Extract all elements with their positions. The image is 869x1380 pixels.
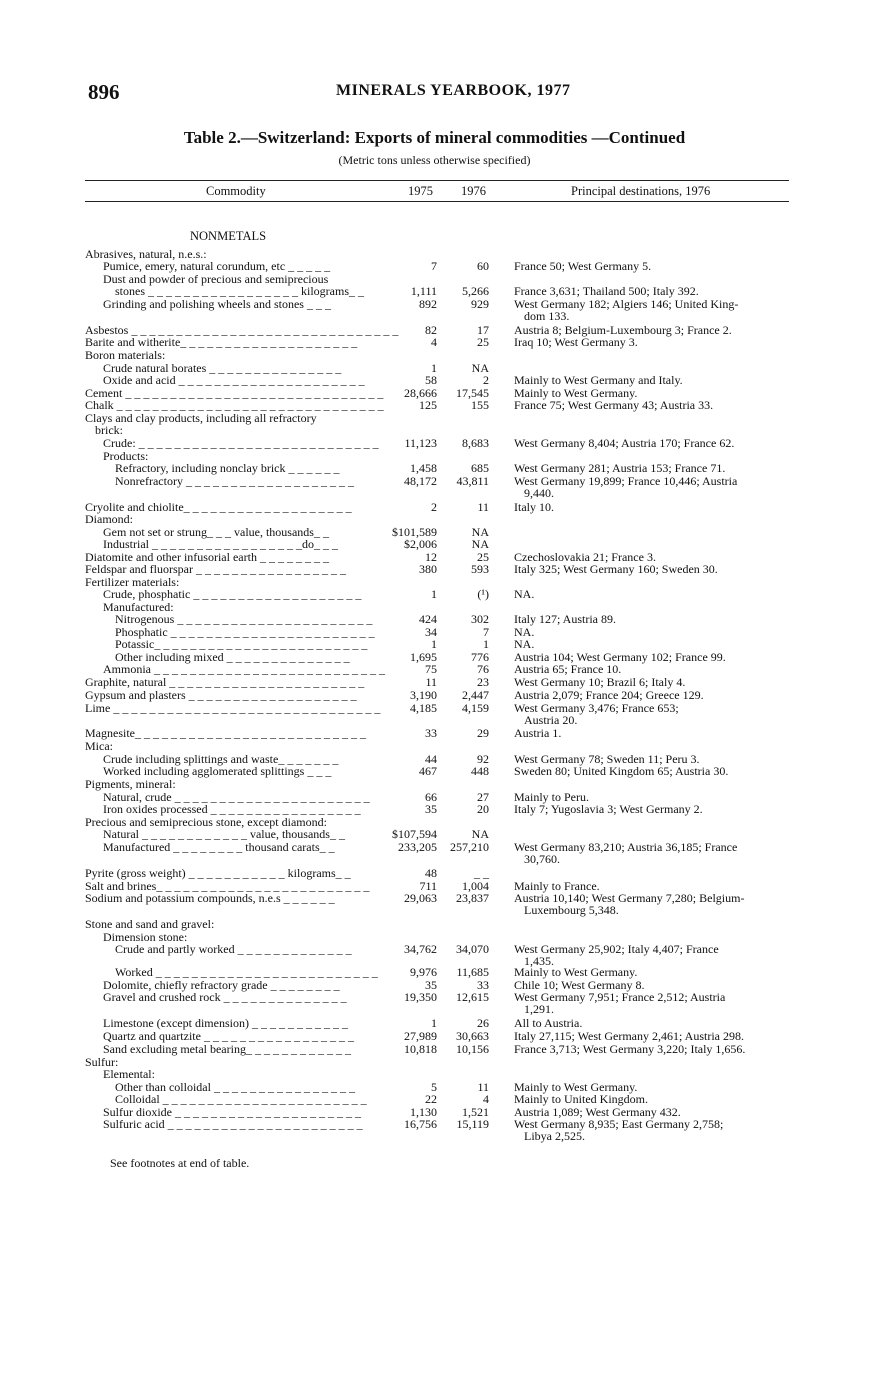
value-1975-cell: 711: [419, 879, 437, 893]
destinations-cell: Mainly to United Kingdom.: [514, 1092, 648, 1106]
value-1976-cell: 155: [471, 398, 489, 412]
table-row: [85, 918, 789, 931]
table-row: [85, 437, 789, 450]
destinations-cell: West Germany 25,902; Italy 4,407; France: [514, 942, 719, 956]
value-1975-cell: 12: [425, 550, 437, 564]
value-1975-cell: 9,976: [410, 965, 437, 979]
commodity-cell: Diamond:: [85, 512, 133, 526]
commodity-cell: Iron oxides processed _ _ _ _ _ _ _ _ _ _ _ _ _ _ _ _ _: [103, 802, 361, 816]
value-1976-cell: (¹): [477, 587, 489, 601]
value-1975-cell: 34,762: [404, 942, 437, 956]
commodity-cell: Potassic_ _ _ _ _ _ _ _ _ _ _ _ _ _ _ _ _ _ _ _ _ _ _ _: [115, 637, 368, 651]
value-1976-cell: 25: [477, 550, 489, 564]
destinations-continuation: Luxembourg 5,348.: [524, 903, 619, 917]
destinations-continuation: 1,291.: [524, 1002, 554, 1016]
commodity-cell: Ammonia _ _ _ _ _ _ _ _ _ _ _ _ _ _ _ _ _ _ _ _ _ _ _ _ _ _: [103, 662, 385, 676]
value-1976-cell: 1,004: [462, 879, 489, 893]
commodity-cell: Natural, crude _ _ _ _ _ _ _ _ _ _ _ _ _ _ _ _ _ _ _ _ _ _: [103, 790, 370, 804]
destinations-cell: West Germany 281; Austria 153; France 71.: [514, 461, 726, 475]
destinations-cell: Mainly to West Germany.: [514, 386, 638, 400]
destinations-cell: France 3,713; West Germany 3,220; Italy 1,656.: [514, 1042, 746, 1056]
commodity-cell: Natural _ _ _ _ _ _ _ _ _ _ _ _ value, thousands_ _: [103, 827, 345, 841]
table-row: [85, 702, 789, 715]
commodity-cell: Worked including agglomerated splittings _ _ _: [103, 764, 332, 778]
destinations-cell: France 50; West Germany 5.: [514, 259, 652, 273]
value-1976-cell: 23: [477, 675, 489, 689]
value-1976-cell: 4: [483, 1092, 489, 1106]
value-1975-cell: 1,695: [410, 650, 437, 664]
value-1976-cell: 448: [471, 764, 489, 778]
value-1975-cell: 1: [431, 361, 437, 375]
commodity-cell: Magnesite_ _ _ _ _ _ _ _ _ _ _ _ _ _ _ _ _ _ _ _ _ _ _ _ _ _: [85, 726, 366, 740]
value-1976-cell: 20: [477, 802, 489, 816]
value-1976-cell: 10,156: [456, 1042, 489, 1056]
destinations-cell: NA.: [514, 625, 535, 639]
value-1975-cell: 34: [425, 625, 437, 639]
value-1975-cell: 33: [425, 726, 437, 740]
value-1975-cell: 1: [431, 587, 437, 601]
table-row: [85, 588, 789, 601]
table-row: [85, 1043, 789, 1056]
section-heading-nonmetals: NONMETALS: [190, 229, 267, 243]
table-top-rule: [85, 180, 789, 181]
destinations-cell: Mainly to West Germany.: [514, 965, 638, 979]
table-row: [85, 765, 789, 778]
value-1976-cell: 43,811: [456, 474, 489, 488]
commodity-cell: Dust and powder of precious and semiprecious: [103, 272, 329, 286]
commodity-cell: Dimension stone:: [103, 930, 188, 944]
value-1976-cell: 34,070: [456, 942, 489, 956]
commodity-cell: Barite and witherite_ _ _ _ _ _ _ _ _ _ _ _ _ _ _ _ _ _ _ _: [85, 335, 358, 349]
commodity-cell: Grinding and polishing wheels and stones _ _ _: [103, 297, 331, 311]
commodity-cell: Worked _ _ _ _ _ _ _ _ _ _ _ _ _ _ _ _ _ _ _ _ _ _ _ _ _: [115, 965, 378, 979]
commodity-cell: Boron materials:: [85, 348, 166, 362]
value-1975-cell: 2: [431, 500, 437, 514]
destinations-cell: Italy 325; West Germany 160; Sweden 30.: [514, 562, 718, 576]
value-1975-cell: 380: [419, 562, 437, 576]
destinations-cell: Austria 104; West Germany 102; France 99.: [514, 650, 726, 664]
value-1975-cell: 1,130: [410, 1105, 437, 1119]
destinations-continuation: Libya 2,525.: [524, 1129, 585, 1143]
commodity-cell: Abrasives, natural, n.e.s.:: [85, 247, 207, 261]
value-1976-cell: NA: [471, 361, 489, 375]
destinations-cell: Mainly to West Germany and Italy.: [514, 373, 683, 387]
value-1975-cell: $107,594: [392, 827, 437, 841]
destinations-cell: France 3,631; Thailand 500; Italy 392.: [514, 284, 699, 298]
value-1976-cell: 11: [477, 500, 489, 514]
destinations-cell: Austria 65; France 10.: [514, 662, 622, 676]
destinations-cell: West Germany 8,404; Austria 170; France 62.: [514, 436, 735, 450]
value-1976-cell: 15,119: [456, 1117, 489, 1131]
table-row: [85, 727, 789, 740]
value-1975-cell: 125: [419, 398, 437, 412]
destinations-cell: Czechoslovakia 21; France 3.: [514, 550, 656, 564]
destinations-cell: Italy 27,115; West Germany 2,461; Austria 298.: [514, 1029, 745, 1043]
commodity-cell: Manufactured:: [103, 600, 174, 614]
commodity-cell: Gem not set or strung_ _ _ value, thousands_ _: [103, 525, 329, 539]
commodity-cell: Crude and partly worked _ _ _ _ _ _ _ _ _ _ _ _ _: [115, 942, 352, 956]
commodity-cell: Sulfuric acid _ _ _ _ _ _ _ _ _ _ _ _ _ _ _ _ _ _ _ _ _ _: [103, 1117, 363, 1131]
value-1975-cell: 4,185: [410, 701, 437, 715]
commodity-cell: brick:: [95, 423, 123, 437]
destinations-continuation: Austria 20.: [524, 713, 578, 727]
destinations-cell: Sweden 80; United Kingdom 65; Austria 30.: [514, 764, 729, 778]
running-title: MINERALS YEARBOOK, 1977: [336, 82, 571, 99]
value-1976-cell: 5,266: [462, 284, 489, 298]
column-header-1976: 1976: [461, 184, 486, 198]
destinations-cell: West Germany 8,935; East Germany 2,758;: [514, 1117, 724, 1131]
value-1975-cell: 233,205: [398, 840, 437, 854]
value-1975-cell: 5: [431, 1080, 437, 1094]
value-1975-cell: 22: [425, 1092, 437, 1106]
table-footnote: See footnotes at end of table.: [110, 1156, 250, 1170]
commodity-cell: Precious and semiprecious stone, except diamond:: [85, 815, 327, 829]
value-1975-cell: 1: [431, 1016, 437, 1030]
commodity-cell: Sand excluding metal bearing_ _ _ _ _ _ _ _ _ _ _ _: [103, 1042, 351, 1056]
commodity-cell: Elemental:: [103, 1067, 155, 1081]
destinations-cell: Italy 7; Yugoslavia 3; West Germany 2.: [514, 802, 703, 816]
column-header-commodity: Commodity: [206, 184, 266, 198]
commodity-cell: Sodium and potassium compounds, n.e.s _ _ _ _ _ _: [85, 891, 335, 905]
commodity-cell: Pumice, emery, natural corundum, etc _ _ _ _ _: [103, 259, 331, 273]
value-1976-cell: 27: [477, 790, 489, 804]
table-row: [85, 841, 789, 854]
value-1975-cell: 75: [425, 662, 437, 676]
commodity-cell: Gypsum and plasters _ _ _ _ _ _ _ _ _ _ _ _ _ _ _ _ _ _ _: [85, 688, 357, 702]
value-1976-cell: 2,447: [462, 688, 489, 702]
destinations-cell: Austria 2,079; France 204; Greece 129.: [514, 688, 704, 702]
value-1975-cell: 48,172: [404, 474, 437, 488]
commodity-cell: Quartz and quartzite _ _ _ _ _ _ _ _ _ _ _ _ _ _ _ _ _: [103, 1029, 354, 1043]
table-subtitle: (Metric tons unless otherwise specified): [338, 153, 531, 167]
destinations-continuation: 30,760.: [524, 852, 560, 866]
destinations-cell: Iraq 10; West Germany 3.: [514, 335, 638, 349]
value-1976-cell: 257,210: [450, 840, 489, 854]
commodity-cell: Gravel and crushed rock _ _ _ _ _ _ _ _ _ _ _ _ _ _: [103, 990, 347, 1004]
value-1976-cell: 25: [477, 335, 489, 349]
value-1976-cell: NA: [471, 537, 489, 551]
value-1975-cell: 892: [419, 297, 437, 311]
value-1976-cell: 29: [477, 726, 489, 740]
table-row: [85, 563, 789, 576]
commodity-cell: Feldspar and fluorspar _ _ _ _ _ _ _ _ _ _ _ _ _ _ _ _ _: [85, 562, 346, 576]
value-1975-cell: 35: [425, 978, 437, 992]
value-1976-cell: 593: [471, 562, 489, 576]
commodity-cell: Fertilizer materials:: [85, 575, 180, 589]
value-1975-cell: 3,190: [410, 688, 437, 702]
destinations-cell: West Germany 83,210; Austria 36,185; France: [514, 840, 738, 854]
table-row: [85, 298, 789, 311]
value-1976-cell: 1: [483, 637, 489, 651]
commodity-cell: Asbestos _ _ _ _ _ _ _ _ _ _ _ _ _ _ _ _ _ _ _ _ _ _ _ _ _ _ _ _ _ _: [85, 323, 399, 337]
table-row: [85, 991, 789, 1004]
value-1976-cell: 23,837: [456, 891, 489, 905]
value-1976-cell: 8,683: [462, 436, 489, 450]
destinations-cell: Austria 10,140; West Germany 7,280; Belgium-: [514, 891, 745, 905]
value-1976-cell: 776: [471, 650, 489, 664]
value-1975-cell: 19,350: [404, 990, 437, 1004]
value-1976-cell: 17,545: [456, 386, 489, 400]
destinations-cell: West Germany 182; Algiers 146; United King-: [514, 297, 739, 311]
destinations-continuation: dom 133.: [524, 309, 570, 323]
commodity-cell: Cryolite and chiolite_ _ _ _ _ _ _ _ _ _ _ _ _ _ _ _ _ _ _: [85, 500, 352, 514]
commodity-cell: Cement _ _ _ _ _ _ _ _ _ _ _ _ _ _ _ _ _ _ _ _ _ _ _ _ _ _ _ _ _: [85, 386, 384, 400]
value-1976-cell: 76: [477, 662, 489, 676]
value-1975-cell: 424: [419, 612, 437, 626]
destinations-continuation: 1,435.: [524, 954, 554, 968]
value-1976-cell: _ _: [474, 866, 489, 880]
commodity-cell: Clays and clay products, including all refractory: [85, 411, 317, 425]
value-1976-cell: 92: [477, 752, 489, 766]
value-1975-cell: 29,063: [404, 891, 437, 905]
commodity-cell: Diatomite and other infusorial earth _ _ _ _ _ _ _ _: [85, 550, 329, 564]
value-1975-cell: 16,756: [404, 1117, 437, 1131]
value-1975-cell: 44: [425, 752, 437, 766]
destinations-continuation: 9,440.: [524, 486, 554, 500]
value-1976-cell: NA: [471, 827, 489, 841]
value-1976-cell: 7: [483, 625, 489, 639]
value-1976-cell: 929: [471, 297, 489, 311]
value-1975-cell: 82: [425, 323, 437, 337]
value-1975-cell: 467: [419, 764, 437, 778]
value-1975-cell: 35: [425, 802, 437, 816]
commodity-cell: Sulfur dioxide _ _ _ _ _ _ _ _ _ _ _ _ _ _ _ _ _ _ _ _ _: [103, 1105, 361, 1119]
value-1976-cell: 685: [471, 461, 489, 475]
value-1976-cell: NA: [471, 525, 489, 539]
commodity-cell: Limestone (except dimension) _ _ _ _ _ _ _ _ _ _ _: [103, 1016, 348, 1030]
table-row: [85, 943, 789, 956]
destinations-cell: West Germany 7,951; France 2,512; Austria: [514, 990, 726, 1004]
commodity-cell: Chalk _ _ _ _ _ _ _ _ _ _ _ _ _ _ _ _ _ _ _ _ _ _ _ _ _ _ _ _ _ _: [85, 398, 384, 412]
value-1975-cell: 1,111: [410, 284, 437, 298]
destinations-cell: Austria 1,089; West Germany 432.: [514, 1105, 681, 1119]
value-1975-cell: 7: [431, 259, 437, 273]
value-1975-cell: 58: [425, 373, 437, 387]
destinations-cell: All to Austria.: [514, 1016, 583, 1030]
destinations-cell: France 75; West Germany 43; Austria 33.: [514, 398, 714, 412]
destinations-cell: Austria 1.: [514, 726, 562, 740]
commodity-cell: Crude including splittings and waste_ _ _ _ _ _ _: [103, 752, 339, 766]
value-1976-cell: 33: [477, 978, 489, 992]
table-header-rule: [85, 201, 789, 202]
value-1975-cell: 27,989: [404, 1029, 437, 1043]
value-1976-cell: 30,663: [456, 1029, 489, 1043]
commodity-cell: Products:: [103, 449, 149, 463]
value-1976-cell: 26: [477, 1016, 489, 1030]
destinations-cell: Mainly to West Germany.: [514, 1080, 638, 1094]
value-1976-cell: 12,615: [456, 990, 489, 1004]
value-1976-cell: 2: [483, 373, 489, 387]
destinations-cell: West Germany 3,476; France 653;: [514, 701, 679, 715]
destinations-cell: Austria 8; Belgium-Luxembourg 3; France 2.: [514, 323, 732, 337]
commodity-cell: Refractory, including nonclay brick _ _ _ _ _ _: [115, 461, 340, 475]
value-1976-cell: 1,521: [462, 1105, 489, 1119]
value-1976-cell: 11,685: [456, 965, 489, 979]
commodity-cell: Nitrogenous _ _ _ _ _ _ _ _ _ _ _ _ _ _ _ _ _ _ _ _ _ _: [115, 612, 373, 626]
commodity-cell: Dolomite, chiefly refractory grade _ _ _ _ _ _ _ _: [103, 978, 340, 992]
commodity-cell: Sulfur:: [85, 1055, 119, 1069]
commodity-cell: Colloidal _ _ _ _ _ _ _ _ _ _ _ _ _ _ _ _ _ _ _ _ _ _ _: [115, 1092, 367, 1106]
column-header-1975: 1975: [408, 184, 433, 198]
commodity-cell: Oxide and acid _ _ _ _ _ _ _ _ _ _ _ _ _ _ _ _ _ _ _ _ _: [103, 373, 365, 387]
commodity-cell: Other including mixed _ _ _ _ _ _ _ _ _ _ _ _ _ _: [115, 650, 350, 664]
value-1976-cell: 60: [477, 259, 489, 273]
table-row: [85, 336, 789, 349]
destinations-cell: West Germany 78; Sweden 11; Peru 3.: [514, 752, 700, 766]
destinations-cell: NA.: [514, 587, 535, 601]
table-title: Table 2.—Switzerland: Exports of mineral commodities —Continued: [183, 128, 686, 147]
value-1976-cell: 17: [477, 323, 489, 337]
commodity-cell: Nonrefractory _ _ _ _ _ _ _ _ _ _ _ _ _ _ _ _ _ _ _: [115, 474, 354, 488]
destinations-cell: Chile 10; West Germany 8.: [514, 978, 645, 992]
value-1975-cell: 11,123: [404, 436, 437, 450]
value-1975-cell: $2,006: [404, 537, 437, 551]
value-1975-cell: $101,589: [392, 525, 437, 539]
page-number: 896: [88, 80, 120, 104]
value-1975-cell: 1,458: [410, 461, 437, 475]
table-row: [85, 1118, 789, 1131]
value-1975-cell: 10,818: [404, 1042, 437, 1056]
commodity-cell: Pyrite (gross weight) _ _ _ _ _ _ _ _ _ _ _ kilograms_ _: [85, 866, 351, 880]
value-1975-cell: 48: [425, 866, 437, 880]
destinations-cell: NA.: [514, 637, 535, 651]
destinations-cell: West Germany 19,899; France 10,446; Austria: [514, 474, 738, 488]
commodity-cell: Other than colloidal _ _ _ _ _ _ _ _ _ _ _ _ _ _ _ _: [115, 1080, 355, 1094]
value-1976-cell: 11: [477, 1080, 489, 1094]
destinations-cell: West Germany 10; Brazil 6; Italy 4.: [514, 675, 686, 689]
commodity-cell: stones _ _ _ _ _ _ _ _ _ _ _ _ _ _ _ _ _ kilograms_ _: [115, 284, 364, 298]
destinations-cell: Mainly to France.: [514, 879, 600, 893]
destinations-cell: Italy 10.: [514, 500, 554, 514]
value-1975-cell: 4: [431, 335, 437, 349]
commodity-cell: Crude: _ _ _ _ _ _ _ _ _ _ _ _ _ _ _ _ _ _ _ _ _ _ _ _ _ _ _: [103, 436, 379, 450]
commodity-cell: Crude natural borates _ _ _ _ _ _ _ _ _ _ _ _ _ _ _: [103, 361, 342, 375]
commodity-cell: Crude, phosphatic _ _ _ _ _ _ _ _ _ _ _ _ _ _ _ _ _ _ _: [103, 587, 362, 601]
commodity-cell: Salt and brines_ _ _ _ _ _ _ _ _ _ _ _ _ _ _ _ _ _ _ _ _ _ _ _: [85, 879, 370, 893]
table-row: [85, 892, 789, 905]
commodity-cell: Mica:: [85, 739, 113, 753]
value-1976-cell: 302: [471, 612, 489, 626]
value-1975-cell: 11: [425, 675, 437, 689]
value-1975-cell: 66: [425, 790, 437, 804]
commodity-cell: Pigments, mineral:: [85, 777, 176, 791]
commodity-cell: Phosphatic _ _ _ _ _ _ _ _ _ _ _ _ _ _ _ _ _ _ _ _ _ _ _: [115, 625, 375, 639]
table-row: [85, 475, 789, 488]
commodity-cell: Stone and sand and gravel:: [85, 917, 215, 931]
commodity-cell: Industrial _ _ _ _ _ _ _ _ _ _ _ _ _ _ _ _ _do_ _ _: [103, 537, 338, 551]
commodity-cell: Manufactured _ _ _ _ _ _ _ _ thousand carats_ _: [103, 840, 335, 854]
commodity-cell: Graphite, natural _ _ _ _ _ _ _ _ _ _ _ _ _ _ _ _ _ _ _ _ _ _: [85, 675, 365, 689]
value-1975-cell: 28,666: [404, 386, 437, 400]
value-1976-cell: 4,159: [462, 701, 489, 715]
column-header-destinations: Principal destinations, 1976: [571, 184, 711, 198]
value-1975-cell: 1: [431, 637, 437, 651]
destinations-cell: Mainly to Peru.: [514, 790, 589, 804]
destinations-cell: Italy 127; Austria 89.: [514, 612, 616, 626]
commodity-cell: Lime _ _ _ _ _ _ _ _ _ _ _ _ _ _ _ _ _ _ _ _ _ _ _ _ _ _ _ _ _ _: [85, 701, 381, 715]
